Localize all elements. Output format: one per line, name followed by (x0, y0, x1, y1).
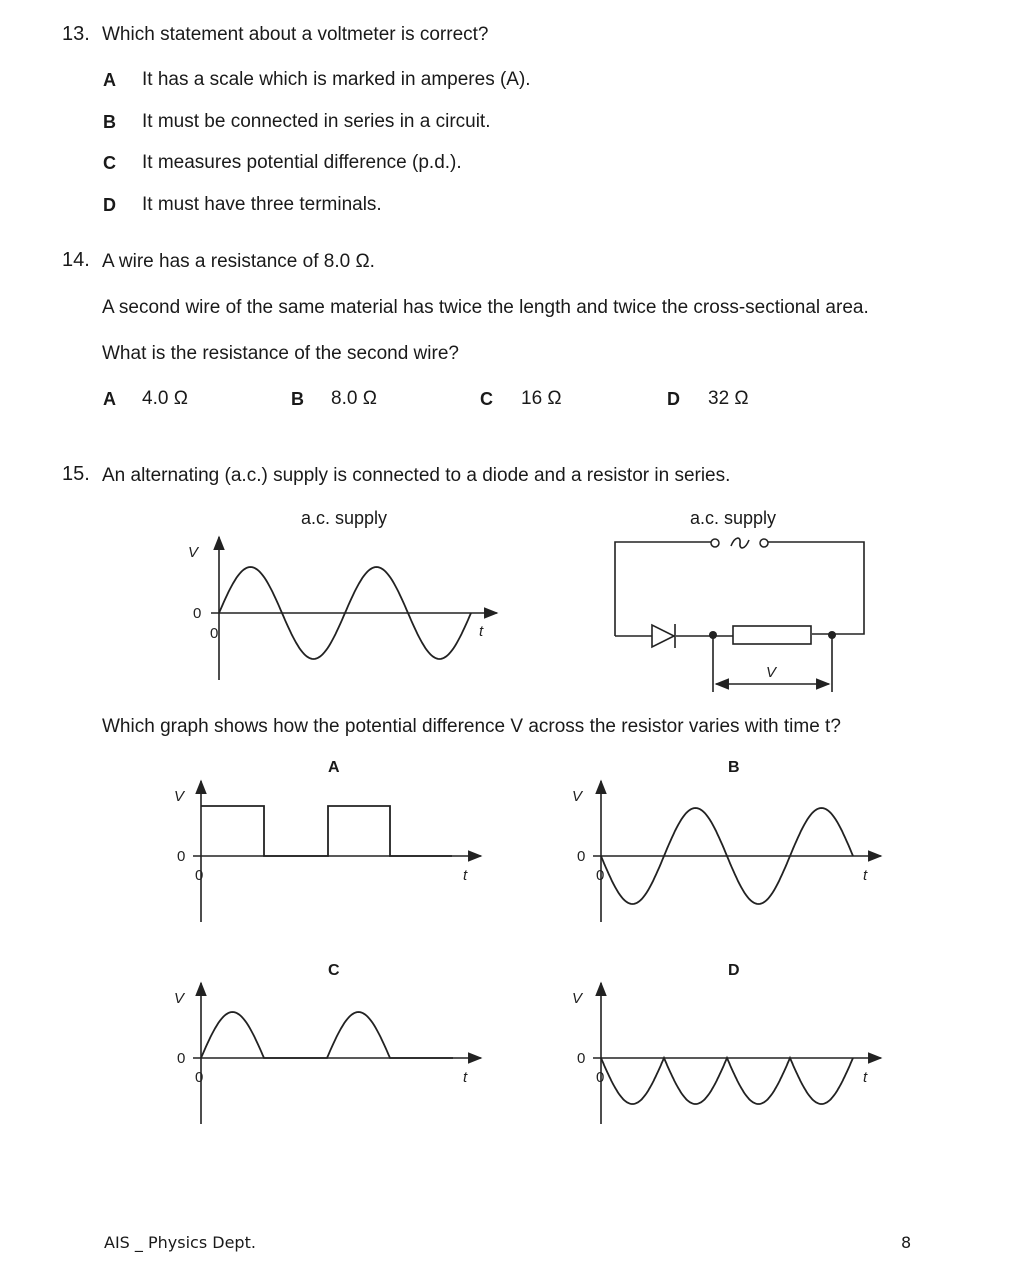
q14-option-c-letter: C (480, 389, 493, 409)
q14-number: 14. (62, 249, 90, 271)
graph-a-zero-v: 0 (177, 848, 186, 865)
resistor-icon (733, 626, 811, 644)
q13-option-c-letter: C (103, 153, 116, 173)
graph-b-zero-v: 0 (577, 848, 586, 865)
graph-a-v-label: V (174, 788, 185, 805)
graph-a-t-label: t (463, 867, 468, 884)
graph-c-half-wave-curve (201, 1012, 453, 1058)
ac-terminal-left (711, 539, 719, 547)
q13-option-d-letter: D (103, 195, 116, 215)
graph-d-negative-rectified-curve (601, 1058, 853, 1104)
graph-d-letter: D (728, 962, 740, 979)
q14-text-2: A second wire of the same material has twice the length and twice the cross-sectional area. (102, 297, 869, 318)
q13-number: 13. (62, 23, 90, 45)
q14-option-d-text: 32 Ω (708, 388, 749, 409)
supply-zero-t: 0 (210, 625, 219, 642)
supply-v-label: V (188, 544, 199, 561)
q15-question: Which graph shows how the potential difference V across the resistor varies with time t? (102, 716, 841, 737)
q14-option-a-letter: A (103, 389, 116, 409)
q15-number: 15. (62, 463, 90, 485)
q13-option-a-letter: A (103, 70, 116, 90)
q14-option-a-text: 4.0 Ω (142, 388, 188, 409)
ac-supply-icon (731, 538, 749, 548)
graph-b-letter: B (728, 759, 740, 776)
q13-option-d-text: It must have three terminals. (142, 194, 382, 215)
footer-page-number: 8 (901, 1233, 912, 1252)
q14-question: What is the resistance of the second wire? (102, 343, 459, 364)
graph-b-zero-t: 0 (596, 867, 605, 884)
graph-d (572, 983, 881, 1124)
q13-option-c-text: It measures potential difference (p.d.). (142, 152, 462, 173)
graph-a (174, 781, 481, 922)
graph-a-letter: A (328, 759, 340, 776)
footer-department: AIS _ Physics Dept. (104, 1233, 256, 1252)
graph-d-v-label: V (572, 990, 583, 1007)
q14-option-c-text: 16 Ω (521, 388, 562, 409)
graph-b-v-label: V (572, 788, 583, 805)
supply-t-label: t (479, 623, 484, 640)
q13-text: Which statement about a voltmeter is correct? (102, 24, 489, 45)
q13-option-b-text: It must be connected in series in a circuit. (142, 111, 491, 132)
supply-graph-title: a.c. supply (301, 508, 388, 528)
q13-option-a-text: It has a scale which is marked in amperes (A). (142, 69, 531, 90)
q15-text: An alternating (a.c.) supply is connected to a diode and a resistor in series. (102, 465, 731, 486)
q13-option-b-letter: B (103, 112, 116, 132)
graph-b (572, 781, 881, 922)
q14-option-d-letter: D (667, 389, 680, 409)
graph-a-square-wave (201, 806, 452, 856)
graph-d-zero-v: 0 (577, 1050, 586, 1067)
supply-graph (188, 537, 497, 680)
graph-d-t-label: t (863, 1069, 868, 1086)
supply-zero-v: 0 (193, 605, 202, 622)
q14-option-b-text: 8.0 Ω (331, 388, 377, 409)
graph-c-zero-v: 0 (177, 1050, 186, 1067)
ac-terminal-right (760, 539, 768, 547)
q14-option-b-letter: B (291, 389, 304, 409)
graph-c-zero-t: 0 (195, 1069, 204, 1086)
circuit-wire-right (766, 542, 864, 634)
graph-a-zero-t: 0 (195, 867, 204, 884)
graph-c-t-label: t (463, 1069, 468, 1086)
graph-c-letter: C (328, 962, 340, 979)
graph-c (174, 983, 481, 1124)
circuit-v-label: V (766, 664, 777, 681)
circuit-wire-left (615, 542, 712, 636)
q14-text: A wire has a resistance of 8.0 Ω. (102, 251, 375, 272)
circuit-diagram (615, 538, 864, 692)
graph-c-v-label: V (174, 990, 185, 1007)
graph-d-zero-t: 0 (596, 1069, 605, 1086)
circuit-title: a.c. supply (690, 508, 777, 528)
diode-icon (652, 625, 674, 647)
graph-b-t-label: t (863, 867, 868, 884)
